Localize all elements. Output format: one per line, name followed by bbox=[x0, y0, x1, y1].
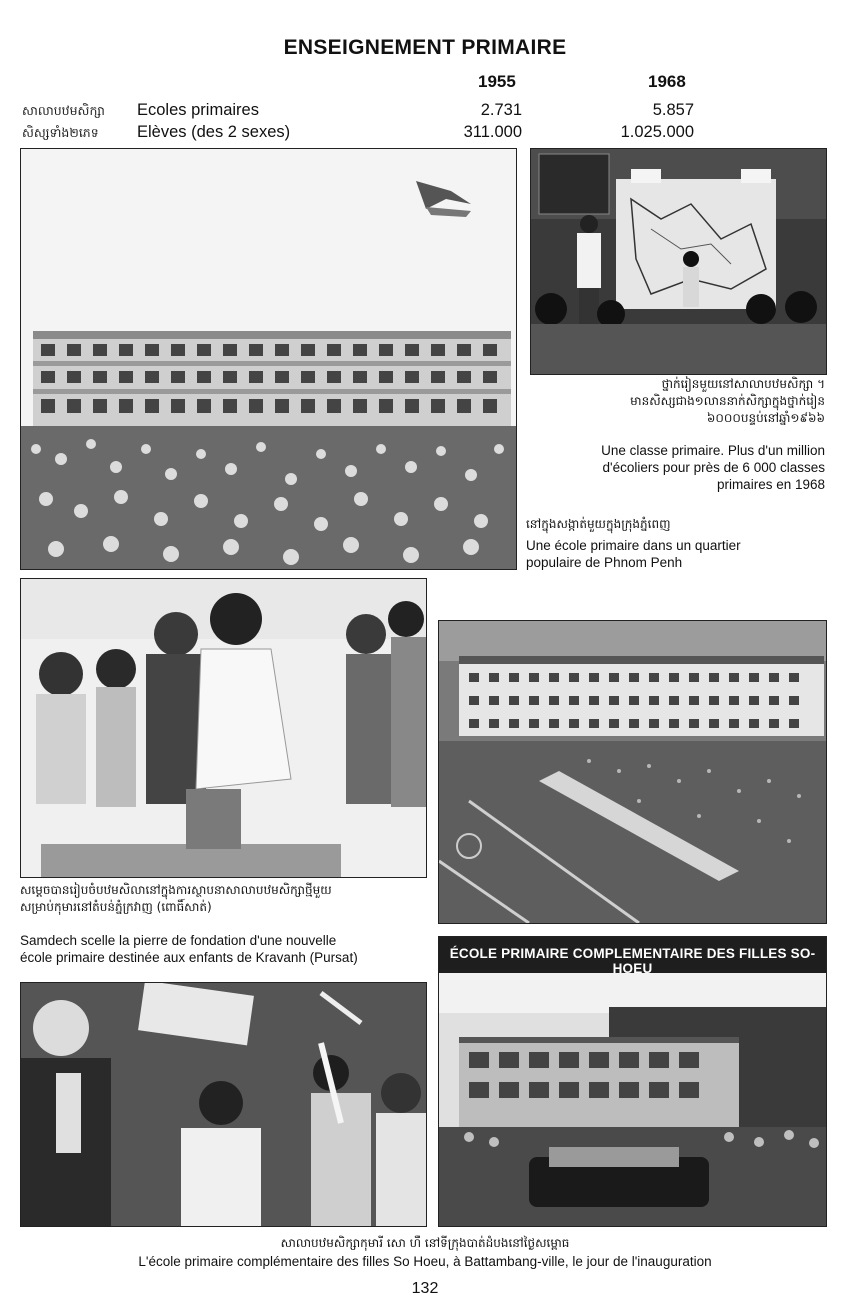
school-sign-text: ÉCOLE PRIMAIRE COMPLEMENTAIRE DES FILLES SO-HOEU bbox=[449, 946, 816, 976]
caption-line: សម្រាប់កុមារនៅតំបន់ភ្នំក្រវាញ (ពោធិ៍សាត់) bbox=[20, 900, 212, 914]
caption-line: d'écoliers pour près de 6 000 classes bbox=[602, 460, 825, 475]
stats-value-1968: 1.025.000 bbox=[620, 123, 694, 141]
caption-school-french bbox=[526, 537, 741, 571]
caption-ceremony-khmer bbox=[20, 882, 332, 916]
stats-row-label: Elèves (des 2 sexes) bbox=[137, 123, 291, 141]
caption-line: សម្តេចបានរៀបចំបឋមសិលានៅក្នុងការស្ថាបនាសាលាបឋមសិក្សាថ្មីមួយ bbox=[20, 883, 332, 897]
photo-aerial-school bbox=[438, 620, 827, 924]
page-number: 132 bbox=[411, 1280, 439, 1297]
caption-line: primaires en 1968 bbox=[716, 477, 825, 492]
stats-value-1955: 2.731 bbox=[480, 101, 522, 119]
caption-classroom-french bbox=[530, 442, 825, 493]
stats-row-khmer-label: សិស្សទាំង២ភេទ bbox=[22, 125, 99, 140]
page-title: ENSEIGNEMENT PRIMAIRE bbox=[283, 36, 567, 59]
stats-value-1955: 311.000 bbox=[463, 123, 522, 141]
year-1955-header: 1955 bbox=[478, 72, 516, 91]
caption-line: Samdech scelle la pierre de fondation d'une nouvelle bbox=[20, 933, 337, 948]
year-1968-header: 1968 bbox=[648, 72, 686, 91]
photo-school-crowd bbox=[20, 148, 517, 570]
photo-classroom bbox=[530, 148, 827, 375]
photo-children-flags bbox=[20, 982, 427, 1227]
caption-line: ថ្នាក់រៀនមួយនៅសាលាបឋមសិក្សា ។ bbox=[661, 377, 825, 391]
caption-line: ៦០០០បន្ទប់នៅឆ្នាំ១៩៦៦ bbox=[706, 411, 825, 425]
stats-value-1968: 5.857 bbox=[652, 101, 694, 119]
caption-school-khmer: នៅក្នុងសង្កាត់មួយក្នុងក្រុងភ្នំពេញ bbox=[526, 517, 671, 531]
caption-line: Une classe primaire. Plus d'un million bbox=[601, 443, 825, 458]
stats-row-khmer-label: សាលាបឋមសិក្សា bbox=[22, 103, 105, 118]
caption-ceremony-french bbox=[20, 932, 358, 966]
stats-row-label: Ecoles primaires bbox=[137, 101, 259, 119]
caption-so-hoeu-khmer: សាលាបឋមសិក្សាកុមារី សោ ហឺ នៅទីក្រុងបាត់ដំបងនៅថ្ងៃសម្ពោធ bbox=[280, 1236, 570, 1250]
caption-so-hoeu-french: L'école primaire complémentaire des filles So Hoeu, à Battambang-ville, le jour de l'inauguration bbox=[138, 1254, 712, 1269]
caption-line: Une école primaire dans un quartier bbox=[526, 538, 741, 553]
caption-line: école primaire destinée aux enfants de Kravanh (Pursat) bbox=[20, 950, 358, 965]
caption-line: មានសិស្សជាង១លាននាក់សិក្សាក្នុងថ្នាក់រៀន bbox=[630, 394, 825, 408]
caption-line: populaire de Phnom Penh bbox=[526, 555, 683, 570]
photo-so-hoeu-school bbox=[438, 936, 827, 1227]
caption-classroom-khmer bbox=[530, 376, 825, 427]
photo-foundation-ceremony bbox=[20, 578, 427, 878]
